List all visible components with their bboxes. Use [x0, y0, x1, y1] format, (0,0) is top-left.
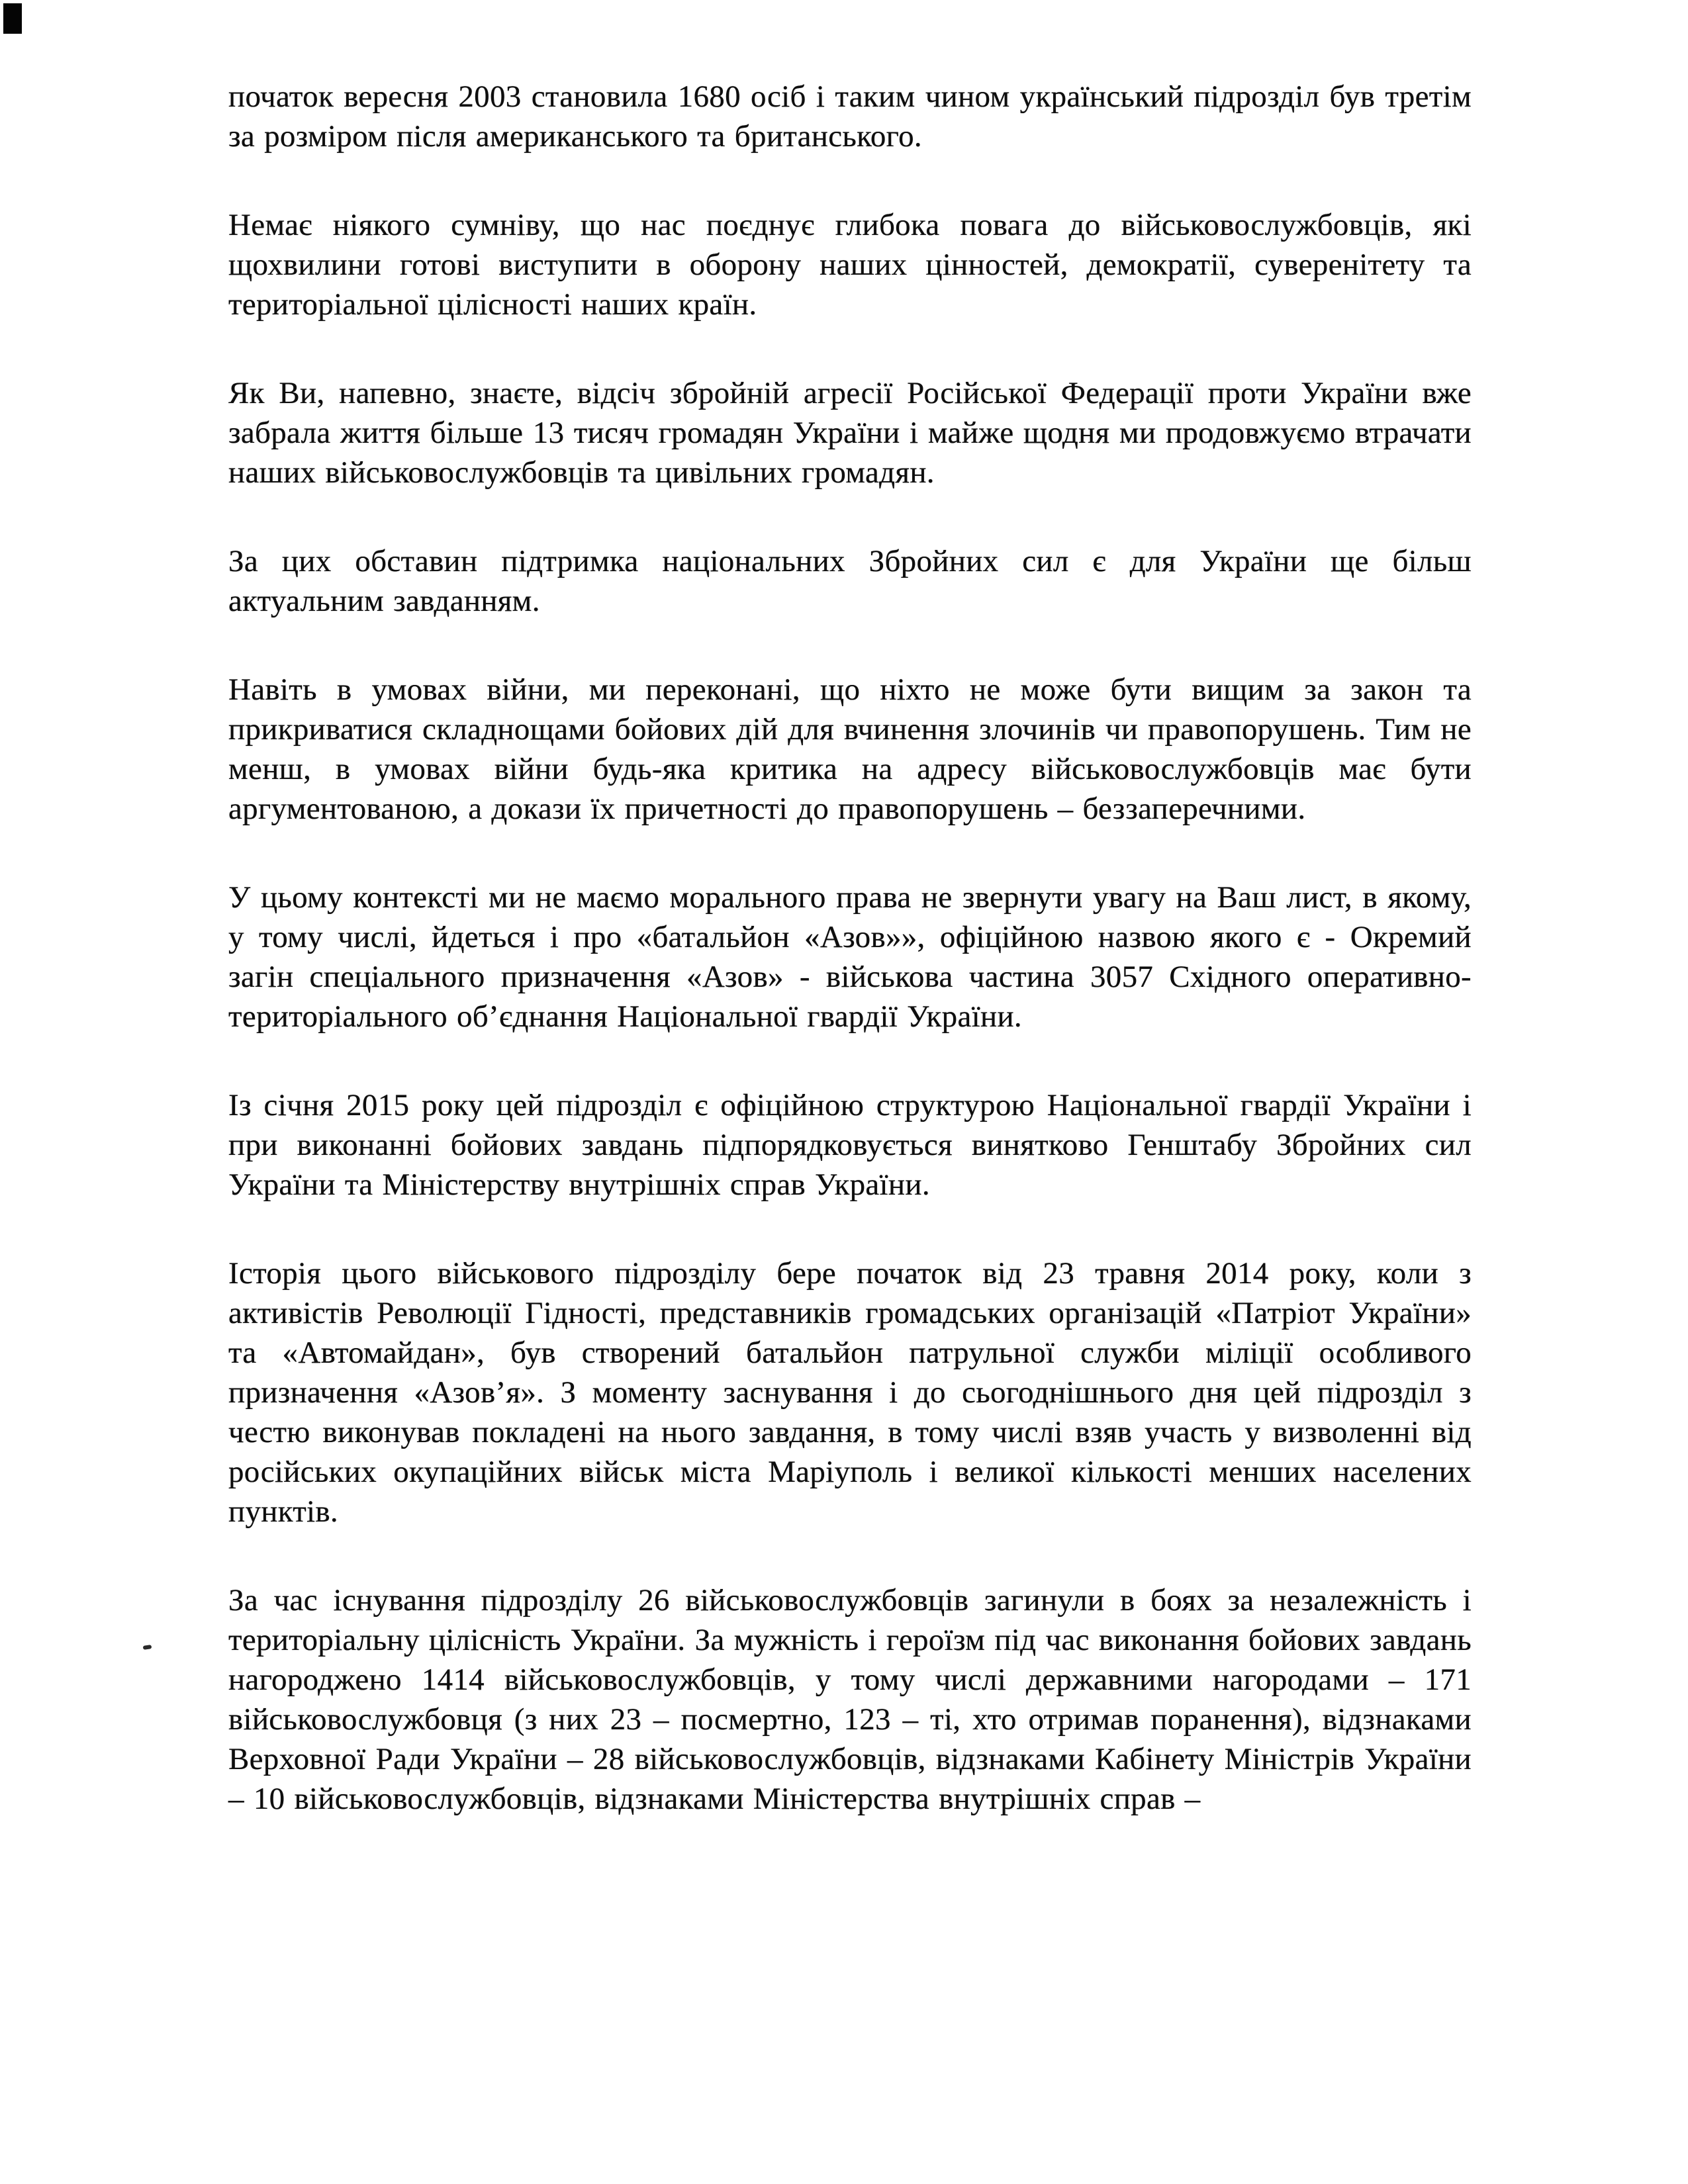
- paragraph-rule-of-law: Навіть в умовах війни, ми переконані, що ніхто не може бути вищим за закон та прикриватися складнощами бойових дій для вчинення злочинів чи правопорушень. Тим не менш, в умовах війни будь-яка критика на адресу військовослужбовців має бути аргументованою, а докази їх причетності до правопорушень – беззаперечними.: [228, 672, 1472, 826]
- paragraph-armed-forces-support: За цих обставин підтримка національних Збройних сил є для України ще більш актуальним завданням.: [228, 544, 1472, 618]
- scan-artifact-corner-mark: [3, 3, 22, 34]
- paragraph-russian-aggression: Як Ви, напевно, знаєте, відсіч збройній агресії Російської Федерації проти України вже забрала життя більше 13 тисяч громадян України і майже щодня ми продовжуємо втрачати наших військовослужбовців та цивільних громадян.: [228, 376, 1472, 490]
- paragraph-azov-official-name: У цьому контексті ми не маємо морального права не звернути увагу на Ваш лист, в якому, у тому числі, йдеться і про «батальйон «Азов»», офіційною назвою якого є - Окремий загін спеціального призначення «Азов» - військова частина 3057 Східного оперативно-територіального об’єднання Національної гвардії України.: [228, 880, 1472, 1034]
- paragraph-casualties-awards: За час існування підрозділу 26 військовослужбовців загинули в боях за незалежність і територіальну цілісність України. За мужність і героїзм під час виконання бойових завдань нагороджено 1414 військовослужбовців, у тому числі державними нагородами – 171 військовослужбовця (з них 23 – посмертно, 123 – ті, хто отримав поранення), відзнаками Верховної Ради України – 28 військовослужбовців, відзнаками Кабінету Міністрів України – 10 військовослужбовців, відзнаками Міністерства внутрішніх справ –: [228, 1583, 1472, 1816]
- scan-artifact-speck: [143, 1645, 152, 1650]
- paragraph-troop-size: початок вересня 2003 становила 1680 осіб і таким чином український підрозділ був третім за розміром після американського та британського.: [228, 79, 1472, 154]
- paragraph-mutual-respect: Немає ніякого сумніву, що нас поєднує глибока повага до військовослужбовців, які щохвилини готові виступити в оборону наших цінностей, демократії, суверенітету та територіальної цілісності наших країн.: [228, 208, 1472, 322]
- paragraph-subordination-2015: Із січня 2015 року цей підрозділ є офіційною структурою Національної гвардії України і при виконанні бойових завдань підпорядковується винятково Генштабу Збройних сил України та Міністерству внутрішніх справ України.: [228, 1088, 1472, 1202]
- paragraph-unit-history: Історія цього військового підрозділу бере початок від 23 травня 2014 року, коли з активістів Революції Гідності, представників громадських організацій «Патріот України» та «Автомайдан», був створений батальйон патрульної служби міліції особливого призначення «Азов’я». З моменту заснування і до сьогоднішнього дня цей підрозділ з честю виконував покладені на нього завдання, в тому числі взяв участь у визволенні від російських окупаційних військ міста Маріуполь і великої кількості менших населених пунктів.: [228, 1256, 1472, 1529]
- letter-page-text: [228, 77, 1472, 1819]
